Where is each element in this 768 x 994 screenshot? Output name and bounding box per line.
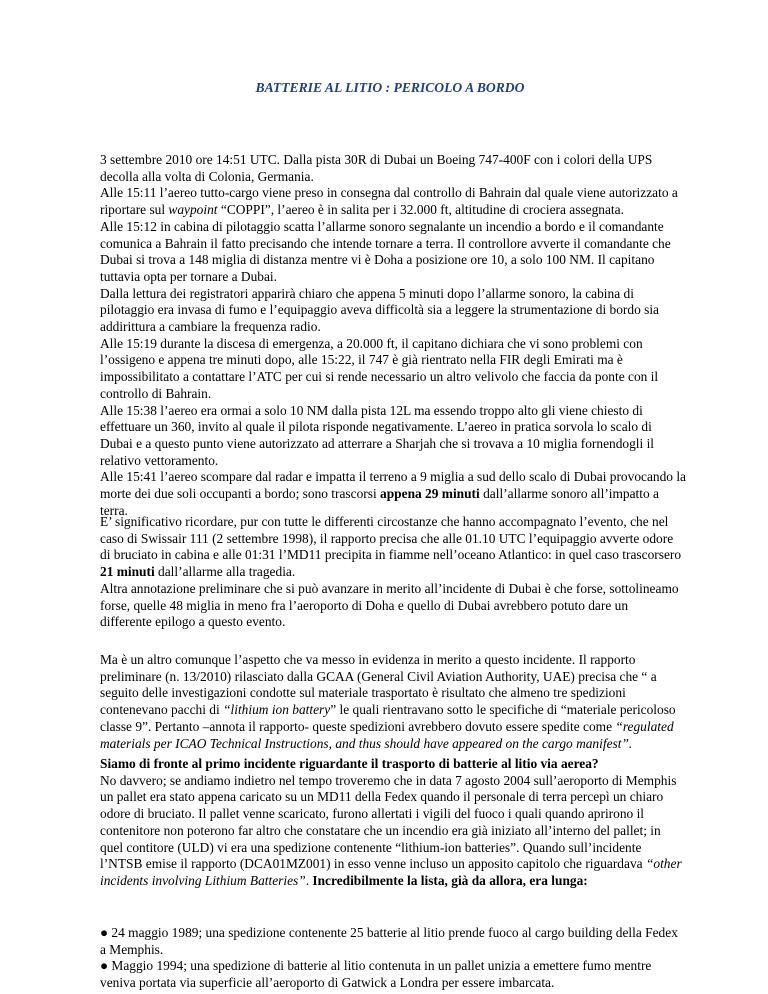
text-line: Ma è un altro comunque l’aspetto che va messo in evidenza in merito a questo incidente. Il rapporto	[100, 652, 636, 667]
text-line: Alle 15:11 l’aereo tutto-cargo viene preso in consegna dal controllo di Bahrain dal quale viene autorizzato a	[100, 185, 678, 201]
text-line: impossibilitato a contattare l’ATC per cui si rende necessario un altro velivolo che faccia da ponte con il	[100, 369, 659, 385]
text-run: l’NTSB emise il rapporto (DCA01MZ001) in esso venne incluso un apposito capitolo che riguardava	[100, 856, 646, 872]
text-run: dall’allarme alla tragedia.	[154, 564, 296, 580]
text-line	[100, 202, 680, 219]
text-line	[100, 486, 680, 503]
italic-quote: “other	[645, 856, 682, 872]
text-line: seguito delle investigazioni condotte sul materiale trasportato è risultato che almeno tre spedizioni	[100, 685, 626, 701]
text-line: addirittura a cambiare la frequenza radio.	[100, 319, 321, 335]
text-line: Alle 15:38 l’aereo era ormai a solo 10 NM dalla pista 12L ma essendo troppo alto gli viene chiesto di	[100, 402, 643, 418]
list-item-continuation: veniva portata via superficie all’aeroporto di Gatwick a Londra per essere imbarcata.	[100, 975, 555, 991]
text-run: .	[305, 872, 313, 888]
text-line: Dalla lettura dei registratori apparirà chiaro che appena 5 minuti dopo l’allarme sonoro, la cabina di	[100, 285, 634, 301]
text-line: 3 settembre 2010 ore 14:51 UTC. Dalla pista 30R di Dubai un Boeing 747-400F con i colori della UPS	[100, 152, 653, 167]
text-line: Alle 15:12 in cabina di pilotaggio scatta l’allarme sonoro segnalante un incendio a bordo e il comandante	[100, 218, 664, 234]
bold-emphasis: appena 29 minuti	[380, 486, 480, 502]
text-line: preliminare (n. 13/2010) rilasciato dalla GCAA (General Civil Aviation Authority, UAE) precisa che “ a	[100, 668, 657, 684]
document-title: BATTERIE AL LITIO : PERICOLO A BORDO	[255, 80, 525, 95]
text-run: ” le quali rientravano sotto le specifiche di “materiale pericoloso	[330, 702, 676, 718]
text-line: terra.	[100, 502, 128, 518]
italic-quote-line: materials per ICAO Technical Instructions, and thus should have appeared on the cargo manifest”.	[100, 735, 633, 751]
bold-emphasis: 21 minuti	[100, 564, 155, 580]
text-line: comunica a Bahrain il fatto precisando che intende tornare a terra. Il controllore avverte il comandante che	[100, 235, 671, 251]
text-run: contenevano pacchi di	[100, 702, 224, 718]
text-line	[100, 564, 680, 581]
bold-emphasis: Incredibilmente la lista, già da allora, era lunga:	[312, 872, 588, 888]
text-line: contenitore non poterono far altro che constatare che un incendio era già iniziato all’interno del pallet; in	[100, 822, 661, 838]
text-run: “COPPI”, l’aereo è in salita per i 32.000 ft, altitudine di crociera assegnata.	[217, 202, 624, 218]
text-run: riportare sul	[100, 202, 169, 218]
italic-quote: “regulated	[615, 718, 674, 734]
text-line: forse, quelle 48 miglia in meno fra l’aeroporto di Doha e quello di Dubai avrebbero potuto dare un	[100, 597, 629, 613]
text-line: controllo di Bahrain.	[100, 385, 212, 401]
text-run: classe 9”. Pertanto –annota il rapporto- queste spedizioni avrebbero dovuto essere spedite come	[100, 718, 616, 734]
list-item: ● Maggio 1994; una spedizione di batterie al litio contenuta in un pallet unizia a emettere fumo mentre	[100, 958, 652, 974]
text-line: l’ossigeno e appena tre minuti dopo, alle 15:22, il 747 è già rientrato nella FIR degli Emirati ma è	[100, 352, 623, 368]
text-line: relativo vettoramento.	[100, 452, 219, 468]
paragraph-1	[100, 152, 687, 519]
text-line: tuttavia opta per tornare a Dubai.	[100, 268, 277, 284]
text-line: odore di bruciato. Il pallet venne scaricato, furono allertati i vigili del fuoco i quali quando aprirono il	[100, 806, 645, 822]
text-line: quel contitore (ULD) vi era una spedizione contenente “lithium-ion batteries”. Quando sull’incidente	[100, 839, 642, 855]
text-line: un pallet era stato appena caricato su un MD11 della Fedex quando il personale di terra percepì un chiaro	[100, 789, 664, 805]
paragraph-3	[100, 652, 680, 752]
text-line: E’ significativo ricordare, pur con tutte le differenti circostanze che hanno accompagnato l’evento, che nel	[100, 514, 669, 529]
text-run: morte dei due soli occupanti a bordo; sono trascorsi	[100, 486, 381, 502]
text-line: Alle 15:41 l’aereo scompare dal radar e impatta il terreno a 9 miglia a sud dello scalo di Dubai provocando la	[100, 469, 687, 485]
text-line: pilotaggio era invasa di fumo e l’equipaggio aveva difficoltà sia a leggere la strumentazione di bordo sia	[100, 302, 659, 318]
section-heading: Siamo di fronte al primo incidente riguardante il trasporto di batterie al litio via aerea?	[100, 756, 599, 771]
italic-term: waypoint	[168, 202, 218, 218]
text-line: differente epilogo a questo evento.	[100, 614, 286, 630]
paragraph-2	[100, 514, 680, 631]
text-line	[100, 719, 680, 736]
text-line: No davvero; se andiamo indietro nel tempo troveremo che in data 7 agosto 2004 sull’aeroporto di Memphis	[100, 772, 677, 788]
text-line: Dubai si trova a 148 miglia di distanza mentre vi è Doha a posizione ore 10, a solo 100 NM. Il capitano	[100, 252, 655, 268]
text-line	[100, 873, 680, 890]
text-line: Altra annotazione preliminare che si può avanzare in merito all’incidente di Dubai è che forse, sottolineamo	[100, 580, 679, 596]
text-line: di bruciato in cabina e alle 01:31 l’MD11 precipita in fiamme nell’oceano Atlantico: in quel caso trascorsero	[100, 547, 682, 563]
paragraph-4	[100, 756, 680, 890]
incident-list	[100, 925, 680, 992]
list-item: ● 24 maggio 1989; una spedizione contenente 25 batterie al litio prende fuoco al cargo building della Fedex	[100, 925, 678, 940]
text-line: Alle 15:19 durante la discesa di emergenza, a 20.000 ft, il capitano dichiara che vi sono problemi con	[100, 335, 643, 351]
text-line: effettuare un 360, invito al quale il pilota risponde negativamente. L’aereo in pratica sorvola lo scalo di	[100, 419, 652, 435]
text-line: Dubai e a questo punto viene autorizzato ad atterrare a Sharjah che si trovava a 10 miglia fornendogli il	[100, 435, 655, 451]
text-line: caso di Swissair 111 (2 settembre 1998), il rapporto precisa che alle 01.10 UTC l’equipaggio avverte odore	[100, 530, 674, 546]
italic-quote: incidents involving Lithium Batteries”	[100, 872, 306, 888]
italic-term: “lithium ion battery	[223, 702, 331, 718]
text-run: dall’allarme sonoro all’impatto a	[479, 486, 659, 502]
text-line	[100, 856, 680, 873]
text-line	[100, 702, 680, 719]
text-line: decolla alla volta di Colonia, Germania.	[100, 168, 314, 184]
list-item-continuation: a Memphis.	[100, 941, 164, 957]
